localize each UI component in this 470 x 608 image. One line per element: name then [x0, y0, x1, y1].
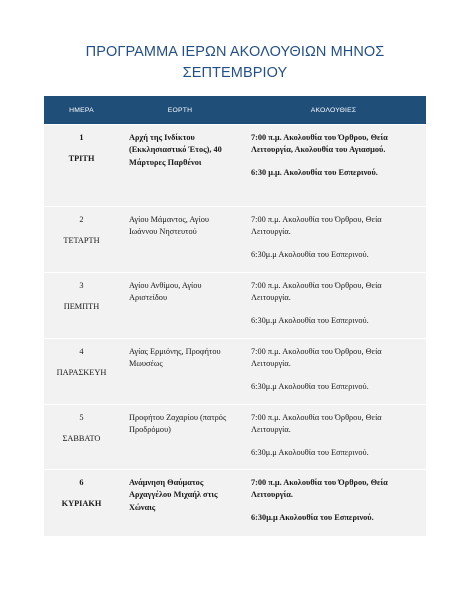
feast-cell: Προφήτου Ζαχαρίου (πατρός Προδρόμου) — [119, 405, 241, 470]
schedule-table — [44, 96, 426, 536]
table-row — [44, 273, 426, 339]
weekday-name: ΠΑΡΑΣΚΕΥΗ — [56, 368, 107, 377]
morning-service: 7:00 π.μ. Ακολουθία του Όρθρου, Θεία Λειτουργία. — [251, 413, 382, 435]
morning-service: 7:00 π.μ. Ακολουθία του Όρθρου, Θεία Λειτουργία. — [251, 281, 382, 303]
date-number: 6 — [79, 478, 84, 487]
date-number: 2 — [79, 215, 84, 224]
date-number: 5 — [79, 413, 84, 422]
table-row — [44, 405, 426, 470]
day-cell — [44, 207, 119, 273]
feast-cell: Ανάμνηση Θαύματος Αρχαγγέλου Μιχαήλ στις Χώναις — [119, 470, 241, 536]
date-number: 3 — [79, 281, 84, 290]
page-title-line-1: ΠΡΟΓΡΑΜΜΑ ΙΕΡΩΝ ΑΚΟΛΟΥΘΙΩΝ ΜΗΝΟΣ — [85, 44, 385, 60]
date-number: 1 — [79, 133, 84, 142]
day-cell — [44, 339, 119, 405]
morning-service: 7:00 π.μ. Ακολουθία του Όρθρου, Θεία Λειτουργία. — [251, 478, 388, 500]
weekday-name: ΤΡΙΤΗ — [68, 154, 95, 163]
table-row — [44, 470, 426, 536]
day-cell — [44, 405, 119, 470]
services-cell — [241, 207, 426, 273]
date-number: 4 — [79, 347, 84, 356]
feast-cell: Αρχή της Ινδίκτου (Εκκλησιαστικό Έτος), 40 Μάρτυρες Παρθένοι — [119, 125, 241, 207]
page-title-line-2: ΣΕΠΤΕΜΒΡΙΟΥ — [182, 65, 288, 81]
day-cell — [44, 273, 119, 339]
header-feast: ΕΟΡΤΗ — [119, 96, 241, 125]
services-cell — [241, 125, 426, 207]
day-cell — [44, 470, 119, 536]
morning-service: 7:00 π.μ. Ακολουθία του Όρθρου, Θεία Λειτουργία. — [251, 347, 382, 369]
feast-cell: Αγίας Ερμιόνης, Προφήτου Μωυσέως — [119, 339, 241, 405]
weekday-name: ΤΕΤΑΡΤΗ — [63, 236, 100, 245]
services-cell — [241, 273, 426, 339]
evening-service: 6:30μ.μ Ακολουθία του Εσπερινού. — [251, 315, 369, 325]
services-cell — [241, 470, 426, 536]
evening-service: 6:30 μ.μ. Ακολουθία του Εσπερινού. — [251, 167, 378, 177]
evening-service: 6:30μ.μ Ακολουθία του Εσπερινού. — [251, 512, 374, 522]
table-row — [44, 339, 426, 405]
header-services: ΑΚΟΛΟΥΘΙΕΣ — [241, 96, 426, 125]
services-cell — [241, 405, 426, 470]
feast-cell: Αγίου Ανθίμου, Αγίου Αριστείδου — [119, 273, 241, 339]
weekday-name: ΠΕΜΠΤΗ — [63, 302, 100, 311]
day-cell — [44, 125, 119, 207]
table-row — [44, 125, 426, 207]
table-header — [44, 96, 426, 125]
services-cell — [241, 339, 426, 405]
evening-service: 6:30μ.μ Ακολουθία του Εσπερινού. — [251, 447, 369, 457]
evening-service: 6:30μ.μ Ακολουθία του Εσπερινού. — [251, 381, 369, 391]
morning-service: 7:00 π.μ. Ακολουθία του Όρθρου, Θεία Λειτουργία. — [251, 215, 382, 237]
weekday-name: ΣΑΒΒΑΤΟ — [62, 434, 101, 443]
weekday-name: ΚΥΡΙΑΚΗ — [61, 499, 102, 508]
page-title — [40, 42, 430, 84]
table-row — [44, 207, 426, 273]
header-day: ΗΜΕΡΑ — [44, 96, 119, 125]
evening-service: 6:30μ.μ Ακολουθία του Εσπερινού. — [251, 249, 369, 259]
feast-cell: Αγίου Μάμαντος, Αγίου Ιωάννου Νηστευτού — [119, 207, 241, 273]
morning-service: 7:00 π.μ. Ακολουθία του Όρθρου, Θεία Λειτουργία, Ακολουθία του Αγιασμού. — [251, 133, 388, 155]
